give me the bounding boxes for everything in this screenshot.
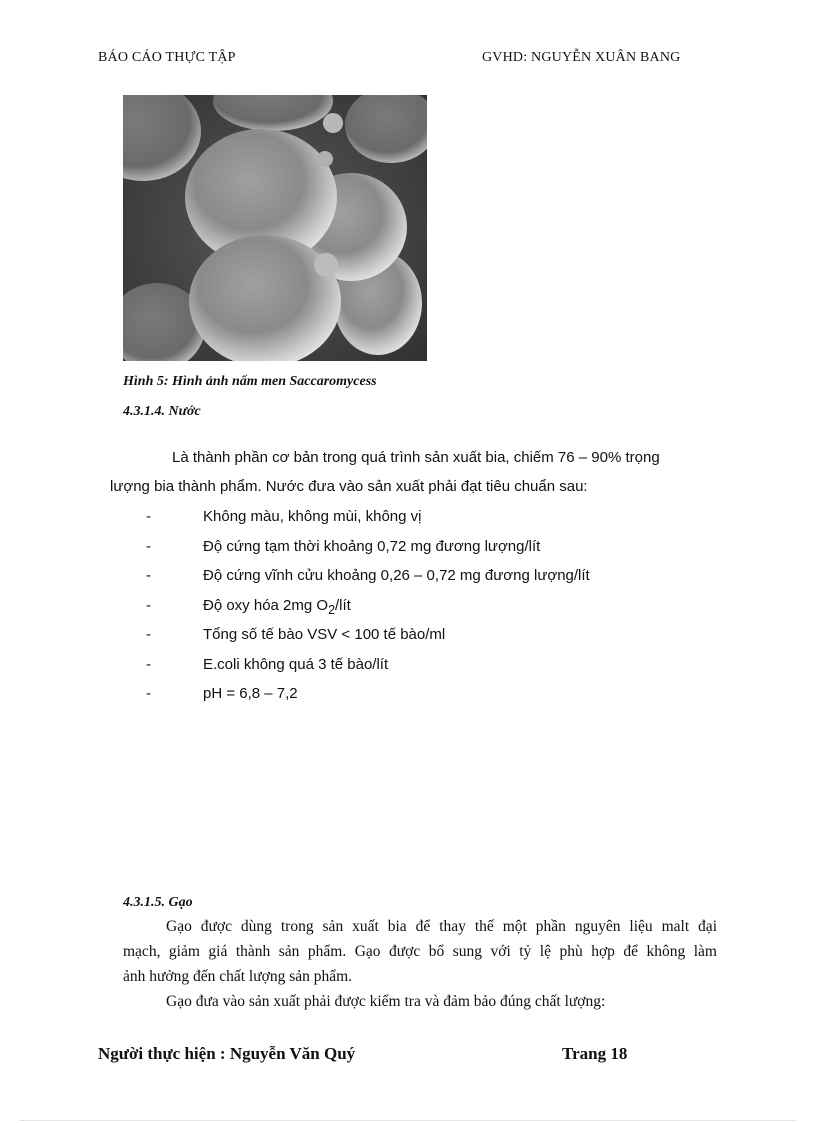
- list-item-text: E.coli không quá 3 tế bào/lít: [203, 655, 389, 673]
- list-item-text: Độ oxy hóa 2mg O: [203, 596, 329, 614]
- list-item: [140, 620, 590, 650]
- list-item: [140, 502, 590, 532]
- water-intro-paragraph: [110, 443, 716, 501]
- rice-paragraph: [123, 914, 717, 1014]
- water-intro-line-2: lượng bia thành phẩm. Nước đưa vào sản xuất phải đạt tiêu chuẩn sau:: [110, 478, 588, 495]
- header-right-advisor: GVHD: NGUYỄN XUÂN BANG: [482, 50, 681, 65]
- rice-line-4: Gạo đưa vào sản xuất phải được kiểm tra và đảm bảo đúng chất lượng:: [166, 993, 606, 1010]
- page-bottom-divider: [20, 1120, 796, 1121]
- list-item-text: pH = 6,8 – 7,2: [203, 685, 298, 702]
- bullet-dash: -: [146, 537, 151, 555]
- rice-line-2: mạch, giảm giá thành sản phẩm. Gạo được bổ sung với tỷ lệ phù hợp để không làm: [123, 943, 717, 960]
- list-item-text: Độ cứng vĩnh cửu khoảng 0,26 – 0,72 mg đương lượng/lít: [203, 567, 590, 584]
- list-item-text: Không màu, không mùi, không vị: [203, 508, 422, 525]
- list-item: [140, 532, 590, 562]
- bullet-dash: -: [146, 685, 151, 702]
- bullet-dash: -: [146, 596, 151, 614]
- bullet-dash: -: [146, 626, 151, 643]
- header-left-title: BÁO CÁO THỰC TẬP: [98, 50, 236, 65]
- section-heading-rice: 4.3.1.5. Gạo: [123, 895, 193, 910]
- list-item-text-after: /lít: [335, 596, 351, 614]
- section-heading-water: 4.3.1.4. Nước: [123, 404, 201, 419]
- bullet-dash: -: [146, 508, 151, 525]
- footer-author: Người thực hiện : Nguyễn Văn Quý: [98, 1044, 356, 1063]
- bullet-dash: -: [146, 567, 151, 584]
- list-item: [140, 561, 590, 591]
- list-item-text: Tổng số tế bào VSV < 100 tế bào/ml: [203, 626, 446, 643]
- bullet-dash: -: [146, 655, 151, 673]
- rice-line-1: Gạo được dùng trong sản xuất bia để thay thế một phần nguyên liệu malt đại: [166, 918, 717, 935]
- water-intro-line-1: Là thành phần cơ bản trong quá trình sản xuất bia, chiếm 76 – 90% trọng: [172, 449, 660, 466]
- subscript-2: 2: [328, 602, 336, 617]
- water-standards-list: [140, 502, 590, 709]
- list-item: [140, 650, 590, 680]
- list-item-text: Độ cứng tạm thời khoảng 0,72 mg đương lượng/lít: [203, 537, 541, 555]
- list-item: [140, 679, 590, 709]
- list-item: [140, 591, 590, 621]
- rice-line-3: ảnh hưởng đến chất lượng sản phẩm.: [123, 968, 353, 985]
- yeast-cells-photo: [123, 95, 427, 361]
- figure-caption: Hình 5: Hình ảnh nấm men Saccaromycess: [123, 374, 377, 389]
- footer-page-number: Trang 18: [562, 1044, 628, 1063]
